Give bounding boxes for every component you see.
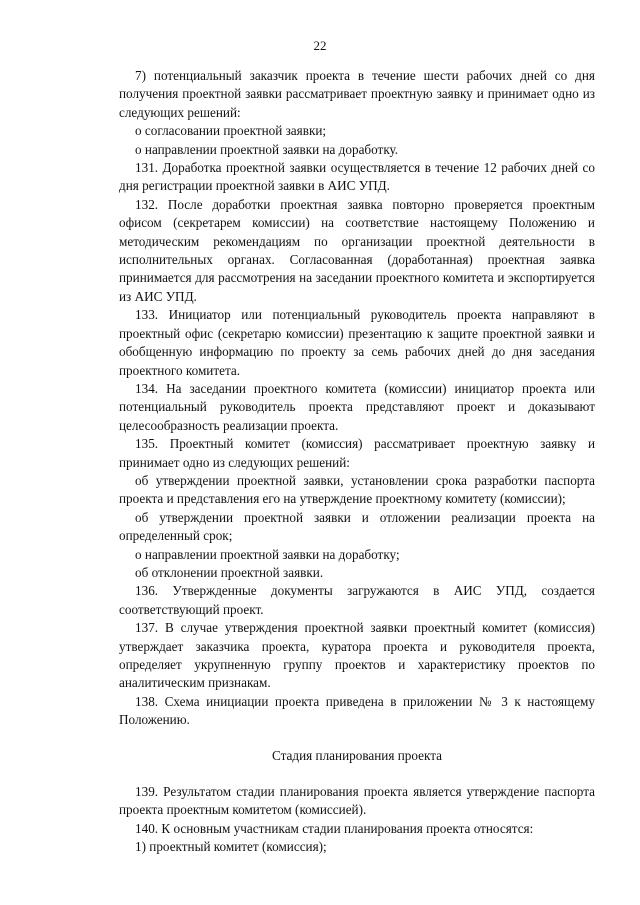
paragraph-item-7: 7) потенциальный заказчик проекта в течение шести рабочих дней со дня получения проектной заявки рассматривает проектную заявку и принимает одно из следующих решений: [119, 68, 595, 120]
paragraph-132: 132. После доработки проектная заявка повторно проверяется проектным офисом (секретарем комиссии) на соответствие настоящему Положению и методическим рекомендациям по организации проектной деятельности в исполнительных органах. Согласованная (доработанная) проектная заявка принимается для рассмотрения на заседании проектного комитета и экспортируется из АИС УПД. [119, 196, 595, 304]
paragraph-139: 139. Результатом стадии планирования проекта является утверждение паспорта проекта проектным комитетом (комиссией). [119, 784, 595, 818]
section-heading: Стадия планирования проекта [272, 747, 442, 763]
paragraph-133: 133. Инициатор или потенциальный руководитель проекта направляют в проектный офис (секретарю комиссии) презентацию к защите проектной заявки и обобщенную информацию по проекту за семь рабочих дней до дня заседания проектного комитета. [119, 307, 595, 378]
paragraph-decision-approve-with-deadline: об утверждении проектной заявки, установлении срока разработки паспорта проекта и представления его на утверждение проектному комитету (комиссии); [119, 472, 595, 507]
paragraph-131: 131. Доработка проектной заявки осуществляется в течение 12 рабочих дней со дня регистрации проектной заявки в АИС УПД. [119, 160, 595, 194]
document-body [119, 67, 595, 857]
page-number: 22 [313, 38, 327, 53]
paragraph-participant-1: 1) проектный комитет (комиссия); [135, 839, 327, 855]
paragraph-140: 140. К основным участникам стадии планирования проекта относятся: [135, 820, 534, 836]
paragraph-option-revision: о направлении проектной заявки на доработку. [135, 141, 399, 157]
paragraph-134: 134. На заседании проектного комитета (комиссии) инициатор проекта или потенциальный руководитель проекта представляют проект и доказывают целесообразность реализации проекта. [119, 380, 595, 433]
paragraph-option-approval: о согласовании проектной заявки; [135, 123, 327, 139]
paragraph-decision-reject: об отклонении проектной заявки. [135, 564, 324, 580]
paragraph-decision-revision: о направлении проектной заявки на доработку; [135, 546, 400, 562]
paragraph-decision-approve-postpone: об утверждении проектной заявки и отложении реализации проекта на определенный срок; [119, 509, 595, 544]
paragraph-137: 137. В случае утверждения проектной заявки проектный комитет (комиссия) утверждает заказчика проекта, куратора проекта и руководителя проекта, определяет укрупненную группу проектов и характеристику проектов по аналитическим признакам. [119, 620, 595, 691]
paragraph-138: 138. Схема инициации проекта приведена в приложении № 3 к настоящему Положению. [119, 693, 595, 728]
paragraph-136: 136. Утвержденные документы загружаются в АИС УПД, создается соответствующий проект. [119, 583, 595, 617]
paragraph-135: 135. Проектный комитет (комиссия) рассматривает проектную заявку и принимает одно из следующих решений: [119, 436, 595, 470]
